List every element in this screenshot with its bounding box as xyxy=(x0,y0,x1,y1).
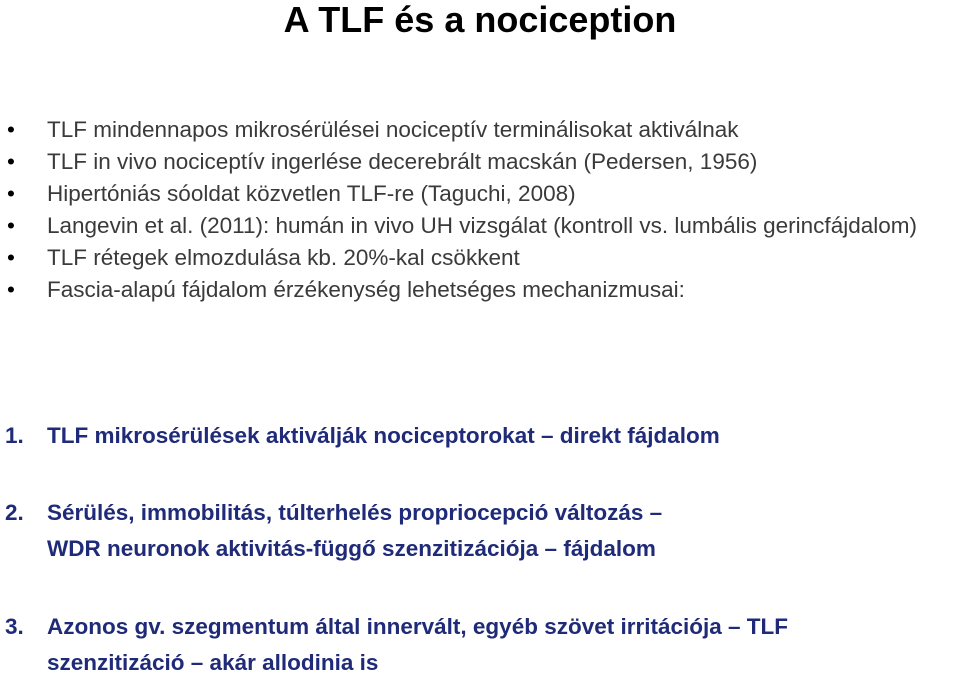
bullet-item xyxy=(0,146,960,178)
bullet-item xyxy=(0,114,960,146)
numbered-item-2 xyxy=(0,495,960,567)
bullet-dot-icon: • xyxy=(7,117,15,142)
bullet-text: Fascia-alapú fájdalom érzékenység lehetséges mechanizmusai: xyxy=(47,277,685,302)
bullet-item xyxy=(0,178,960,210)
numbered-item-3 xyxy=(0,609,960,677)
numbered-item-1 xyxy=(0,418,960,454)
item-number: 3. xyxy=(5,614,24,639)
bullet-text: TLF in vivo nociceptív ingerlése decerebrált macskán (Pedersen, 1956) xyxy=(47,149,758,174)
bullet-dot-icon: • xyxy=(7,277,15,302)
item-line: Azonos gv. szegmentum által innervált, egyéb szövet irritációja – TLF xyxy=(47,614,789,639)
item-line: TLF mikrosérülések aktiválják nociceptorokat – direkt fájdalom xyxy=(47,423,720,448)
bullet-text: Langevin et al. (2011): humán in vivo UH vizsgálat (kontroll vs. lumbális gerincfájdalom) xyxy=(47,213,917,238)
bullet-item xyxy=(0,274,960,306)
item-line: Sérülés, immobilitás, túlterhelés propriocepció változás – xyxy=(47,500,663,525)
bullet-item xyxy=(0,210,960,242)
item-number: 2. xyxy=(5,500,24,525)
bullet-list xyxy=(0,114,960,306)
bullet-dot-icon: • xyxy=(7,245,15,270)
bullet-text: Hipertóniás sóoldat közvetlen TLF-re (Taguchi, 2008) xyxy=(47,181,576,206)
item-number: 1. xyxy=(5,423,24,448)
bullet-text: TLF mindennapos mikrosérülései nociceptív terminálisokat aktiválnak xyxy=(47,117,739,142)
slide-title: A TLF és a nociception xyxy=(283,0,677,40)
bullet-dot-icon: • xyxy=(7,149,15,174)
item-line: szenzitizáció – akár allodinia is xyxy=(47,650,379,675)
bullet-dot-icon: • xyxy=(7,181,15,206)
bullet-item xyxy=(0,242,960,274)
item-line: WDR neuronok aktivitás-függő szenzitizációja – fájdalom xyxy=(47,536,656,561)
bullet-text: TLF rétegek elmozdulása kb. 20%-kal csökkent xyxy=(47,245,520,270)
bullet-dot-icon: • xyxy=(7,213,15,238)
